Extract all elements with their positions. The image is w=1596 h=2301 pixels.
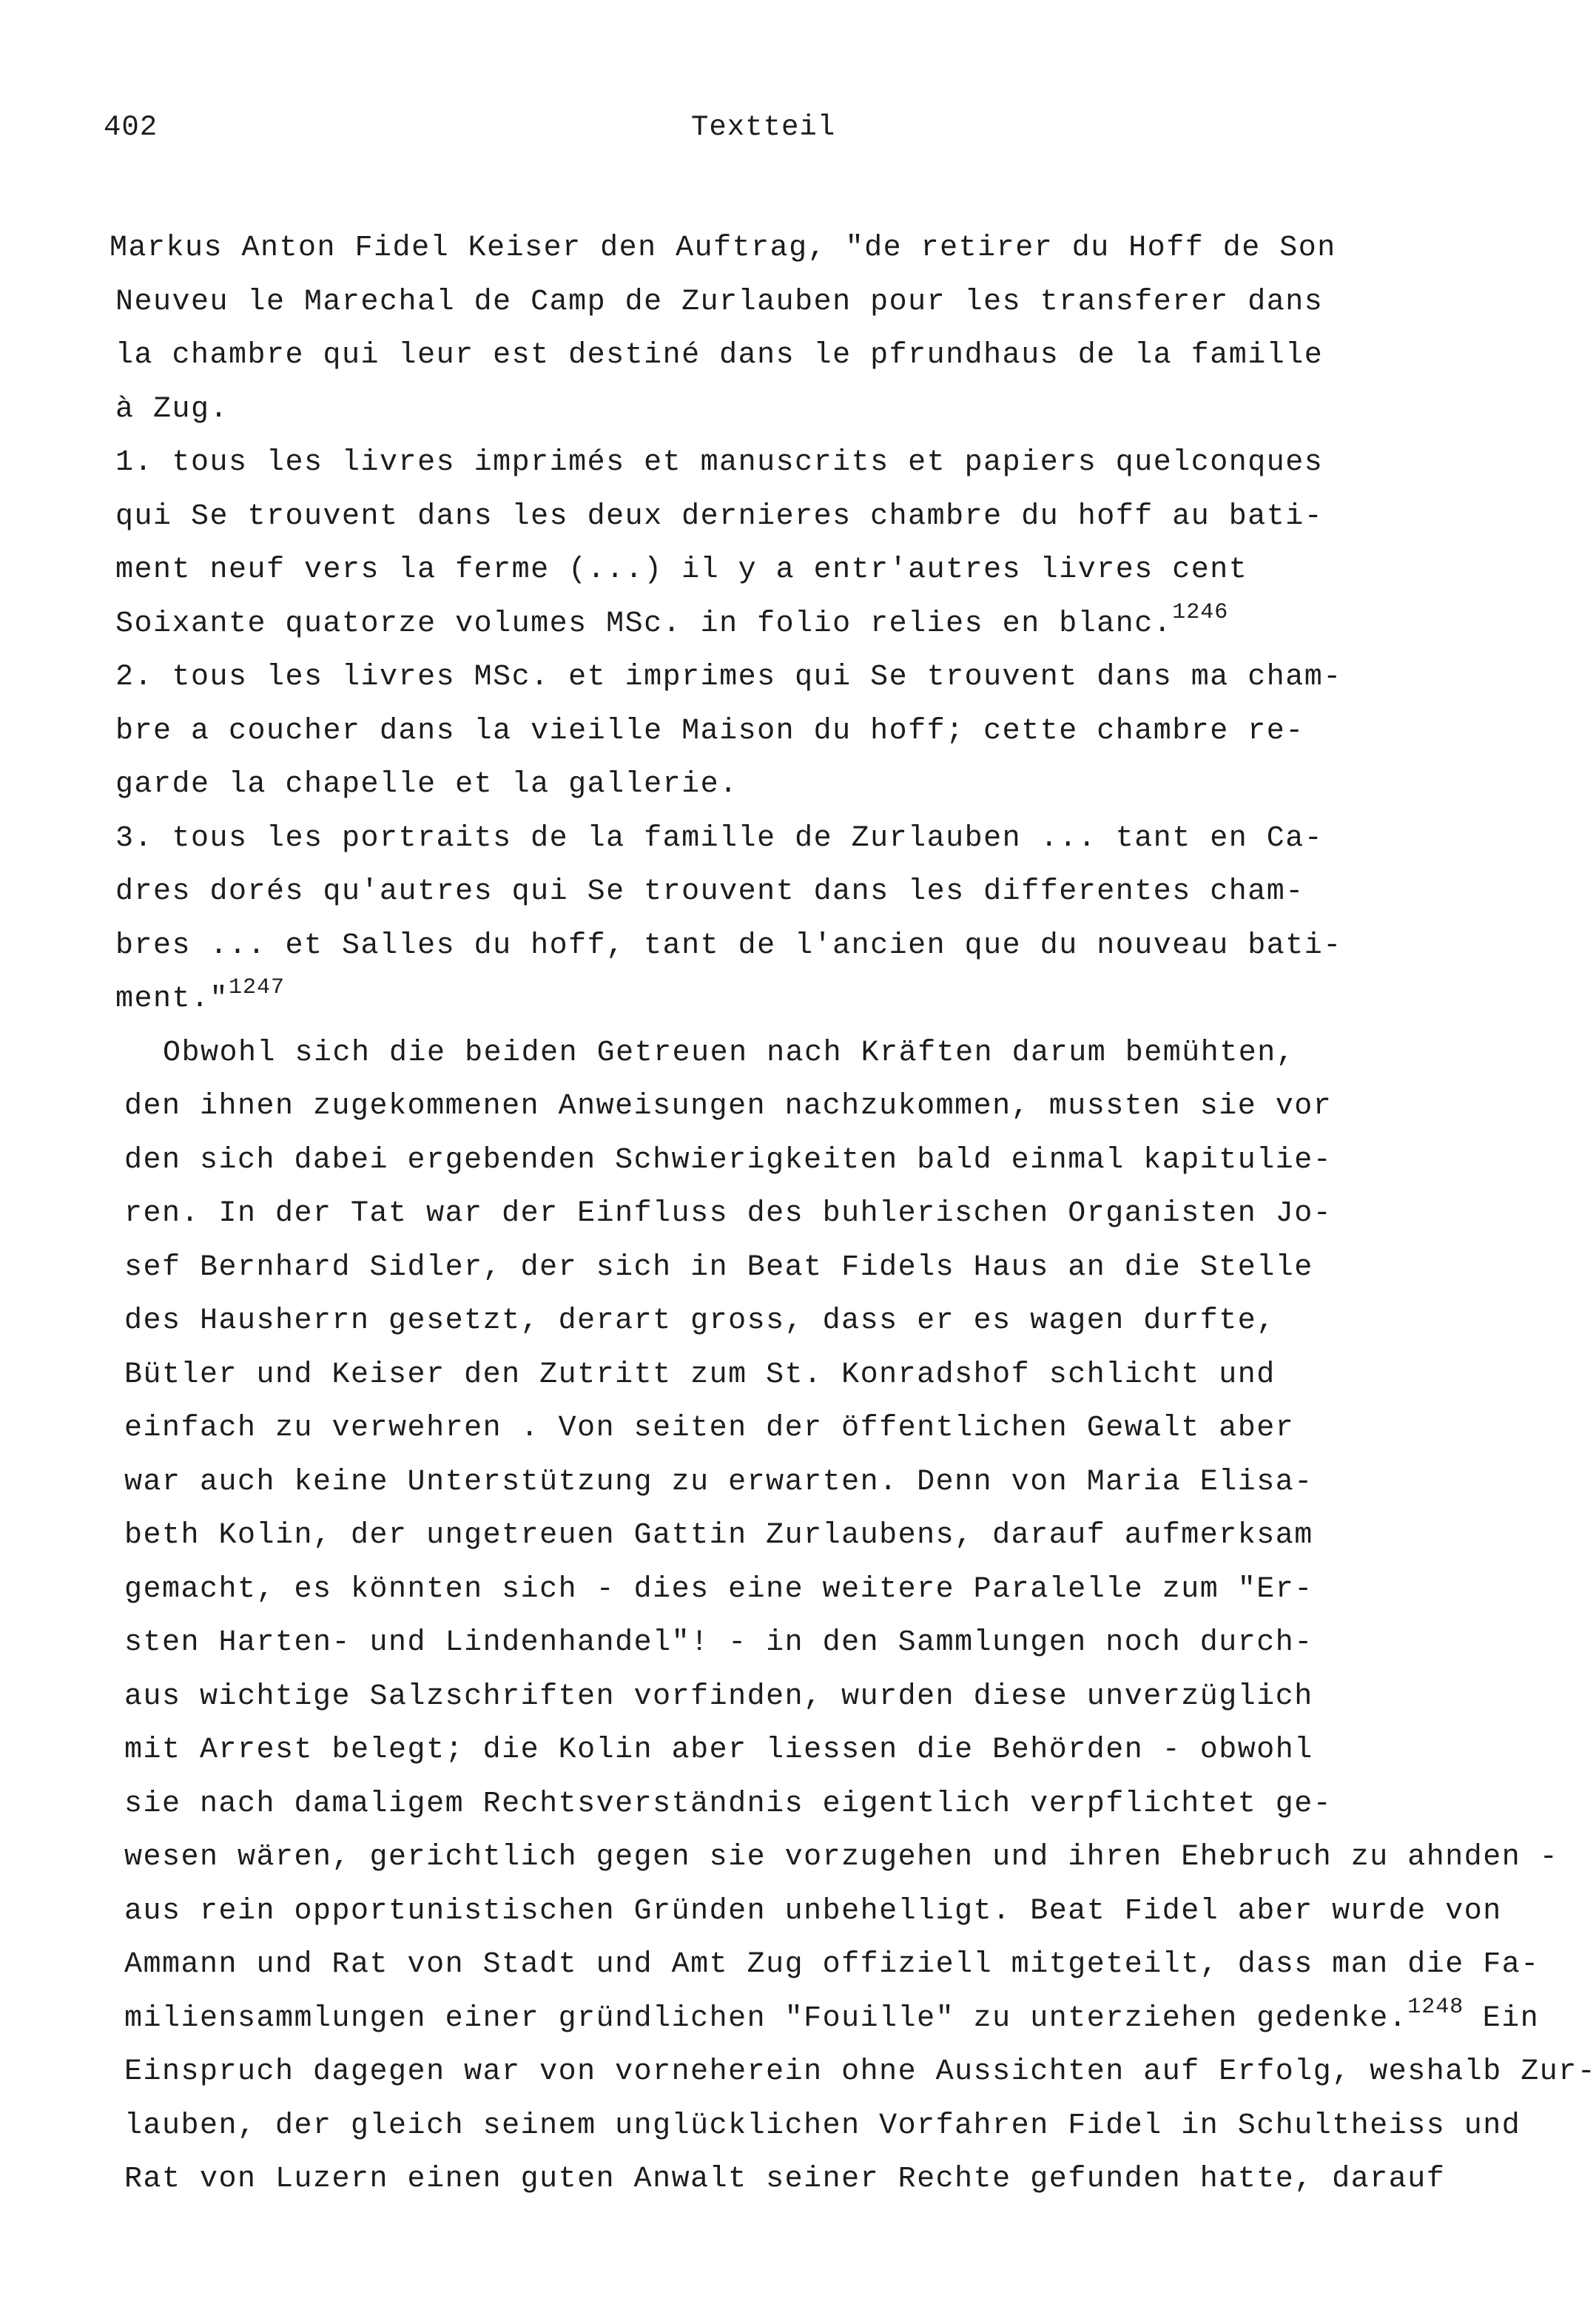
line-text: bre a coucher dans la vieille Maison du hoff; cette chambre re- (115, 714, 1304, 748)
text-line (110, 812, 1427, 866)
line-text: à Zug. (115, 392, 229, 426)
text-line (110, 383, 1427, 437)
line-text: Obwohl sich die beiden Getreuen nach Kräften darum bemühten, (163, 1036, 1296, 1070)
line-text: den ihnen zugekommenen Anweisungen nachzukommen, mussten sie vor (124, 1090, 1333, 1123)
body-text (110, 222, 1596, 2207)
text-line (110, 973, 1427, 1027)
text-line (110, 1242, 1427, 1296)
line-text-continued: Ein (1464, 2001, 1540, 2035)
text-line (110, 2153, 1446, 2207)
line-text: 3. tous les portraits de la famille de Zurlauben ... tant en Ca- (115, 821, 1324, 855)
line-text: Neuveu le Marechal de Camp de Zurlauben pour les transferer dans (115, 285, 1324, 319)
text-line (110, 1563, 1427, 1617)
text-line (110, 437, 1427, 491)
line-text: mit Arrest belegt; die Kolin aber liessen die Behörden - obwohl (124, 1734, 1313, 1767)
text-line (110, 1885, 1502, 1939)
line-text: ren. In der Tat war der Einfluss des buhlerischen Organisten Jo- (124, 1197, 1333, 1230)
page-number: 402 (104, 111, 158, 144)
text-line (110, 866, 1427, 920)
text-line (110, 1456, 1427, 1510)
text-line (110, 1402, 1427, 1456)
text-line (110, 1509, 1427, 1563)
text-line (110, 651, 1427, 705)
line-text: miliensammlungen einer gründlichen "Fouille" zu unterziehen gedenke. (124, 2001, 1408, 2035)
line-text: Soixante quatorze volumes MSc. in folio relies en blanc. (115, 607, 1173, 641)
running-title: Textteil (691, 111, 836, 144)
text-line (110, 2100, 1521, 2154)
line-text: sie nach damaligem Rechtsverständnis eigentlich verpflichtet ge- (124, 1787, 1333, 1821)
text-line (110, 222, 1427, 276)
line-text: des Hausherrn gesetzt, derart gross, dass er es wagen durfte, (124, 1304, 1276, 1338)
line-text: qui Se trouvent dans les deux dernieres chambre du hoff au bati- (115, 499, 1324, 533)
text-line (110, 1617, 1427, 1671)
line-text: den sich dabei ergebenden Schwierigkeiten bald einmal kapitulie- (124, 1143, 1333, 1177)
line-text: war auch keine Unterstützung zu erwarten. Denn von Maria Elisa- (124, 1465, 1313, 1499)
line-text: la chambre qui leur est destiné dans le pfrundhaus de la famille (115, 339, 1324, 372)
text-line (110, 598, 1427, 652)
line-text: aus rein opportunistischen Gründen unbehelligt. Beat Fidel aber wurde von (124, 1894, 1502, 1928)
line-text: lauben, der gleich seinem unglücklichen Vorfahren Fidel in Schultheiss und (124, 2109, 1521, 2143)
footnote-marker: 1248 (1407, 1994, 1464, 2020)
text-line (110, 920, 1427, 974)
line-text: Einspruch dagegen war von vorneherein ohne Aussichten auf Erfolg, weshalb Zur- (124, 2055, 1596, 2089)
text-line (110, 1992, 1540, 2046)
text-line (110, 2046, 1596, 2100)
line-text: gemacht, es könnten sich - dies eine weitere Paralelle zum "Er- (124, 1572, 1313, 1606)
line-text: 2. tous les livres MSc. et imprimes qui Se trouvent dans ma cham- (115, 661, 1342, 694)
line-text: sef Bernhard Sidler, der sich in Beat Fidels Haus an die Stelle (124, 1250, 1313, 1284)
text-line (110, 1349, 1427, 1403)
line-text: bres ... et Salles du hoff, tant de l'ancien que du nouveau bati- (115, 929, 1342, 963)
line-text: einfach zu verwehren . Von seiten der öffentlichen Gewalt aber (124, 1412, 1295, 1445)
text-line (110, 1295, 1427, 1349)
line-text: sten Harten- und Lindenhandel"! - in den Sammlungen noch durch- (124, 1626, 1313, 1660)
text-line (110, 758, 1427, 812)
text-line (110, 1187, 1427, 1242)
text-line (110, 1778, 1427, 1832)
text-line (110, 1724, 1427, 1778)
line-text: dres dorés qu'autres qui Se trouvent dans les differentes cham- (115, 875, 1304, 909)
line-text: Ammann und Rat von Stadt und Amt Zug offiziell mitgeteilt, dass man die Fa- (124, 1948, 1540, 1981)
line-text: beth Kolin, der ungetreuen Gattin Zurlaubens, darauf aufmerksam (124, 1519, 1313, 1552)
text-line (110, 1134, 1427, 1188)
line-text: 1. tous les livres imprimés et manuscrits et papiers quelconques (115, 446, 1324, 479)
line-text: garde la chapelle et la gallerie. (115, 768, 738, 801)
line-text: aus wichtige Salzschriften vorfinden, wurden diese unverzüglich (124, 1680, 1313, 1714)
line-text: ment neuf vers la ferme (...) il y a entr'autres livres cent (115, 553, 1248, 587)
line-text: ment." (115, 983, 229, 1016)
line-text: Bütler und Keiser den Zutritt zum St. Konradshof schlicht und (124, 1358, 1276, 1392)
line-text: Rat von Luzern einen guten Anwalt seiner Rechte gefunden hatte, darauf (124, 2163, 1446, 2196)
page-header (104, 111, 1376, 155)
text-line (110, 1671, 1427, 1725)
text-line (110, 329, 1427, 383)
text-line (110, 491, 1427, 545)
text-line (110, 1080, 1427, 1134)
line-text: wesen wären, gerichtlich gegen sie vorzugehen und ihren Ehebruch zu ahnden - (124, 1841, 1559, 1874)
text-line (110, 276, 1427, 330)
footnote-marker: 1246 (1172, 599, 1229, 625)
text-line (110, 1938, 1540, 1992)
footnote-marker: 1247 (229, 975, 286, 1000)
text-line (110, 705, 1427, 759)
line-text: Markus Anton Fidel Keiser den Auftrag, "de retirer du Hoff de Son (110, 232, 1336, 265)
text-line (110, 1027, 1427, 1081)
text-line (110, 544, 1427, 598)
text-line (110, 1831, 1559, 1885)
